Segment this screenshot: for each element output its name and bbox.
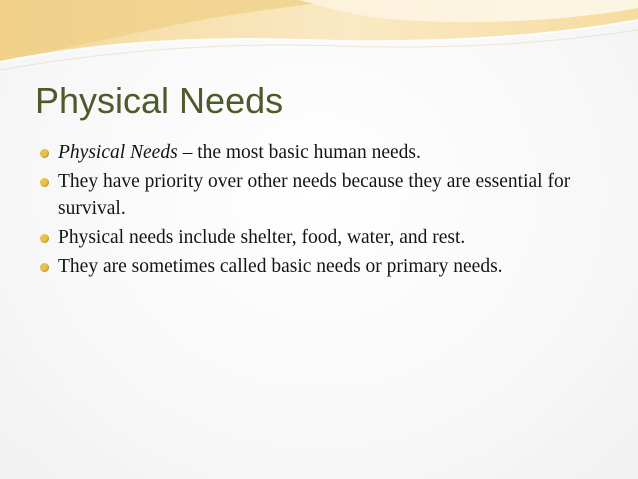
bullet-icon bbox=[40, 234, 49, 243]
bullet-item bbox=[40, 224, 600, 251]
bullet-list bbox=[40, 139, 600, 282]
bullet-icon bbox=[40, 149, 49, 158]
bullet-emphasis: Physical Needs bbox=[58, 142, 178, 163]
bullet-item bbox=[40, 139, 600, 166]
bullet-item bbox=[40, 168, 600, 222]
bullet-text: They have priority over other needs because they are essential for survival. bbox=[58, 171, 571, 219]
bullet-text: Physical needs include shelter, food, water, and rest. bbox=[58, 227, 466, 248]
bullet-icon bbox=[40, 263, 49, 272]
bullet-text: – the most basic human needs. bbox=[177, 142, 421, 163]
bullet-item bbox=[40, 253, 600, 280]
bullet-text: They are sometimes called basic needs or primary needs. bbox=[58, 256, 503, 277]
bullet-icon bbox=[40, 178, 49, 187]
header-wave-decoration bbox=[0, 0, 638, 80]
slide-title: Physical Needs bbox=[35, 80, 284, 121]
